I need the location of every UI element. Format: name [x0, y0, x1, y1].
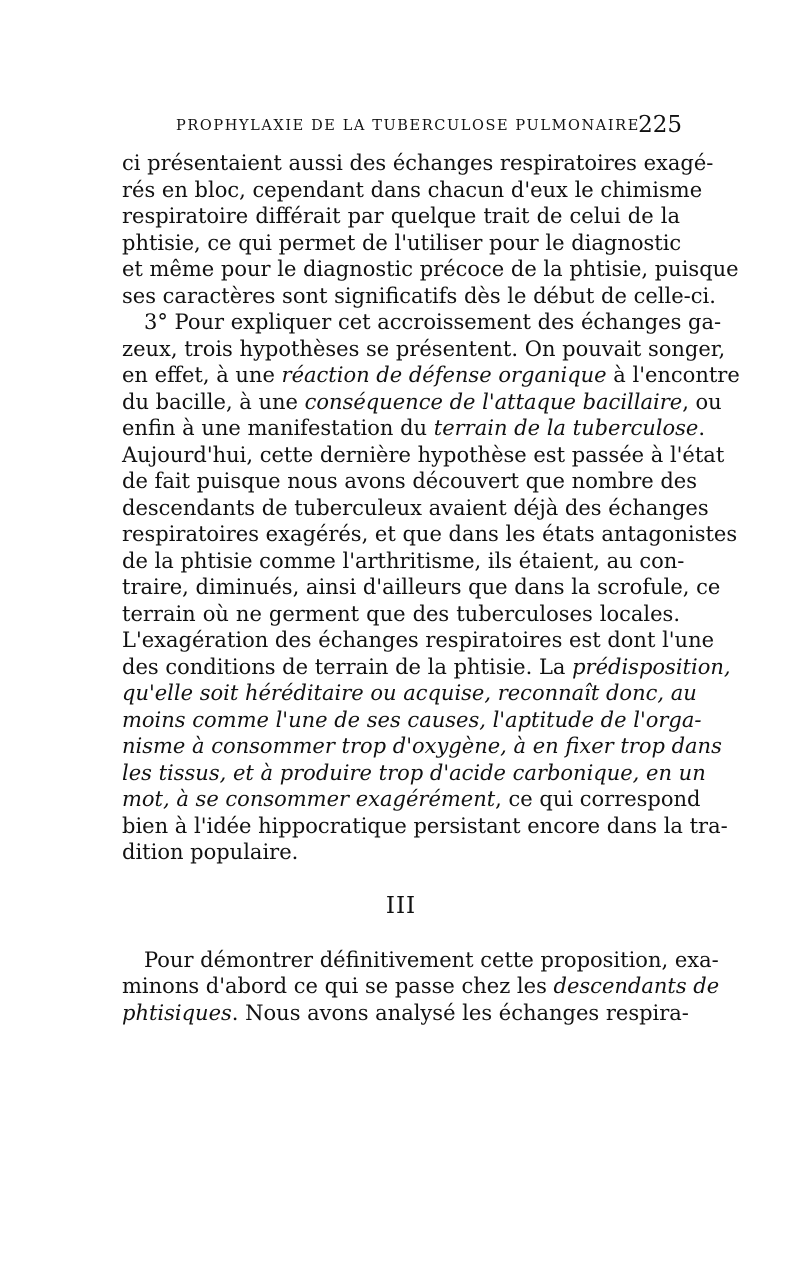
italic-line: les tissus, et à produire trop d'acide carbonique, en un [122, 760, 706, 785]
text-line: bien à l'idée hippocratique persistant encore dans la tra- [122, 813, 728, 838]
italic-run: conséquence de l'attaque bacillaire [304, 389, 683, 414]
text-line: de fait puisque nous avons découvert que nombre des [122, 469, 697, 493]
italic-run: réaction de défense organique [281, 363, 607, 387]
italic-run: prédisposition, [572, 654, 731, 679]
text-line: L'exagération des échanges respiratoires est dont l'une [122, 628, 715, 652]
text-line: dition populaire. [122, 840, 299, 864]
italic-run: mot, à se consommer exagérément [122, 787, 496, 811]
text-line [122, 362, 740, 389]
text-line: terrain où ne germent que des tuberculoses locales. [122, 601, 680, 626]
text-run: minons d'abord ce qui se passe chez les [122, 974, 554, 998]
paragraph-2 [122, 309, 740, 866]
italic-line: qu'elle soit héréditaire ou acquise, reconnaît donc, au [122, 681, 697, 705]
text-run: , ce qui correspond [495, 787, 701, 811]
italic-line: moins comme l'une de ses causes, l'aptitude de l'orga- [122, 707, 702, 732]
text-run: enfin à une manifestation du [122, 416, 434, 440]
paragraph-3 [122, 947, 720, 1027]
paragraph-1 [122, 150, 739, 309]
text-run: du bacille, à une [122, 389, 305, 414]
text-run: des conditions de terrain de la phtisie. La [122, 654, 573, 679]
text-line: respiratoires exagérés, et que dans les états antagonistes [122, 522, 738, 546]
text-line [122, 415, 706, 442]
text-line: de la phtisie comme l'arthritisme, ils étaient, au con- [122, 548, 685, 573]
text-line: traire, diminués, ainsi d'ailleurs que dans la scrofule, ce [122, 575, 721, 599]
text-line [122, 973, 720, 1000]
page-number: 225 [638, 112, 682, 138]
text-line: zeux, trois hypothèses se présentent. On pouvait songer, [122, 336, 726, 361]
text-line: respiratoire différait par quelque trait de celui de la [122, 204, 680, 228]
text-line: et même pour le diagnostic précoce de la phtisie, puisque [122, 257, 739, 281]
text-line: ci présentaient aussi des échanges respiratoires exagé- [122, 151, 714, 175]
text-run: , ou [682, 389, 722, 414]
italic-run: phtisiques [122, 1000, 232, 1025]
running-head [122, 112, 682, 142]
running-title: PROPHYLAXIE DE LA TUBERCULOSE PULMONAIRE [176, 118, 640, 134]
text-line: phtisie, ce qui permet de l'utiliser pour le diagnostic [122, 230, 682, 255]
page-body [122, 150, 740, 1026]
text-line: ses caractères sont significatifs dès le début de celle-ci. [122, 283, 716, 308]
text-line: descendants de tuberculeux avaient déjà des échanges [122, 495, 709, 520]
text-line [122, 1000, 689, 1027]
italic-run: descendants de [553, 974, 720, 998]
text-line: Aujourd'hui, cette dernière hypothèse est passée à l'état [122, 442, 725, 467]
text-line [122, 389, 722, 416]
text-line [122, 654, 731, 681]
text-run: . Nous avons analysé les échanges respira- [231, 1000, 689, 1025]
italic-line: nisme à consommer trop d'oxygène, à en fixer trop dans [122, 734, 722, 758]
section-heading: III [385, 892, 417, 919]
italic-run: terrain de la tuberculose [433, 416, 699, 440]
text-line [122, 786, 701, 813]
text-run: . [698, 416, 706, 440]
text-line: Pour démontrer définitivement cette proposition, exa- [144, 947, 719, 972]
text-run: à l'encontre [606, 363, 740, 387]
text-line: rés en bloc, cependant dans chacun d'eux le chimisme [122, 177, 703, 202]
text-line: 3° Pour expliquer cet accroissement des échanges ga- [144, 310, 722, 334]
text-run: en effet, à une [122, 363, 282, 387]
